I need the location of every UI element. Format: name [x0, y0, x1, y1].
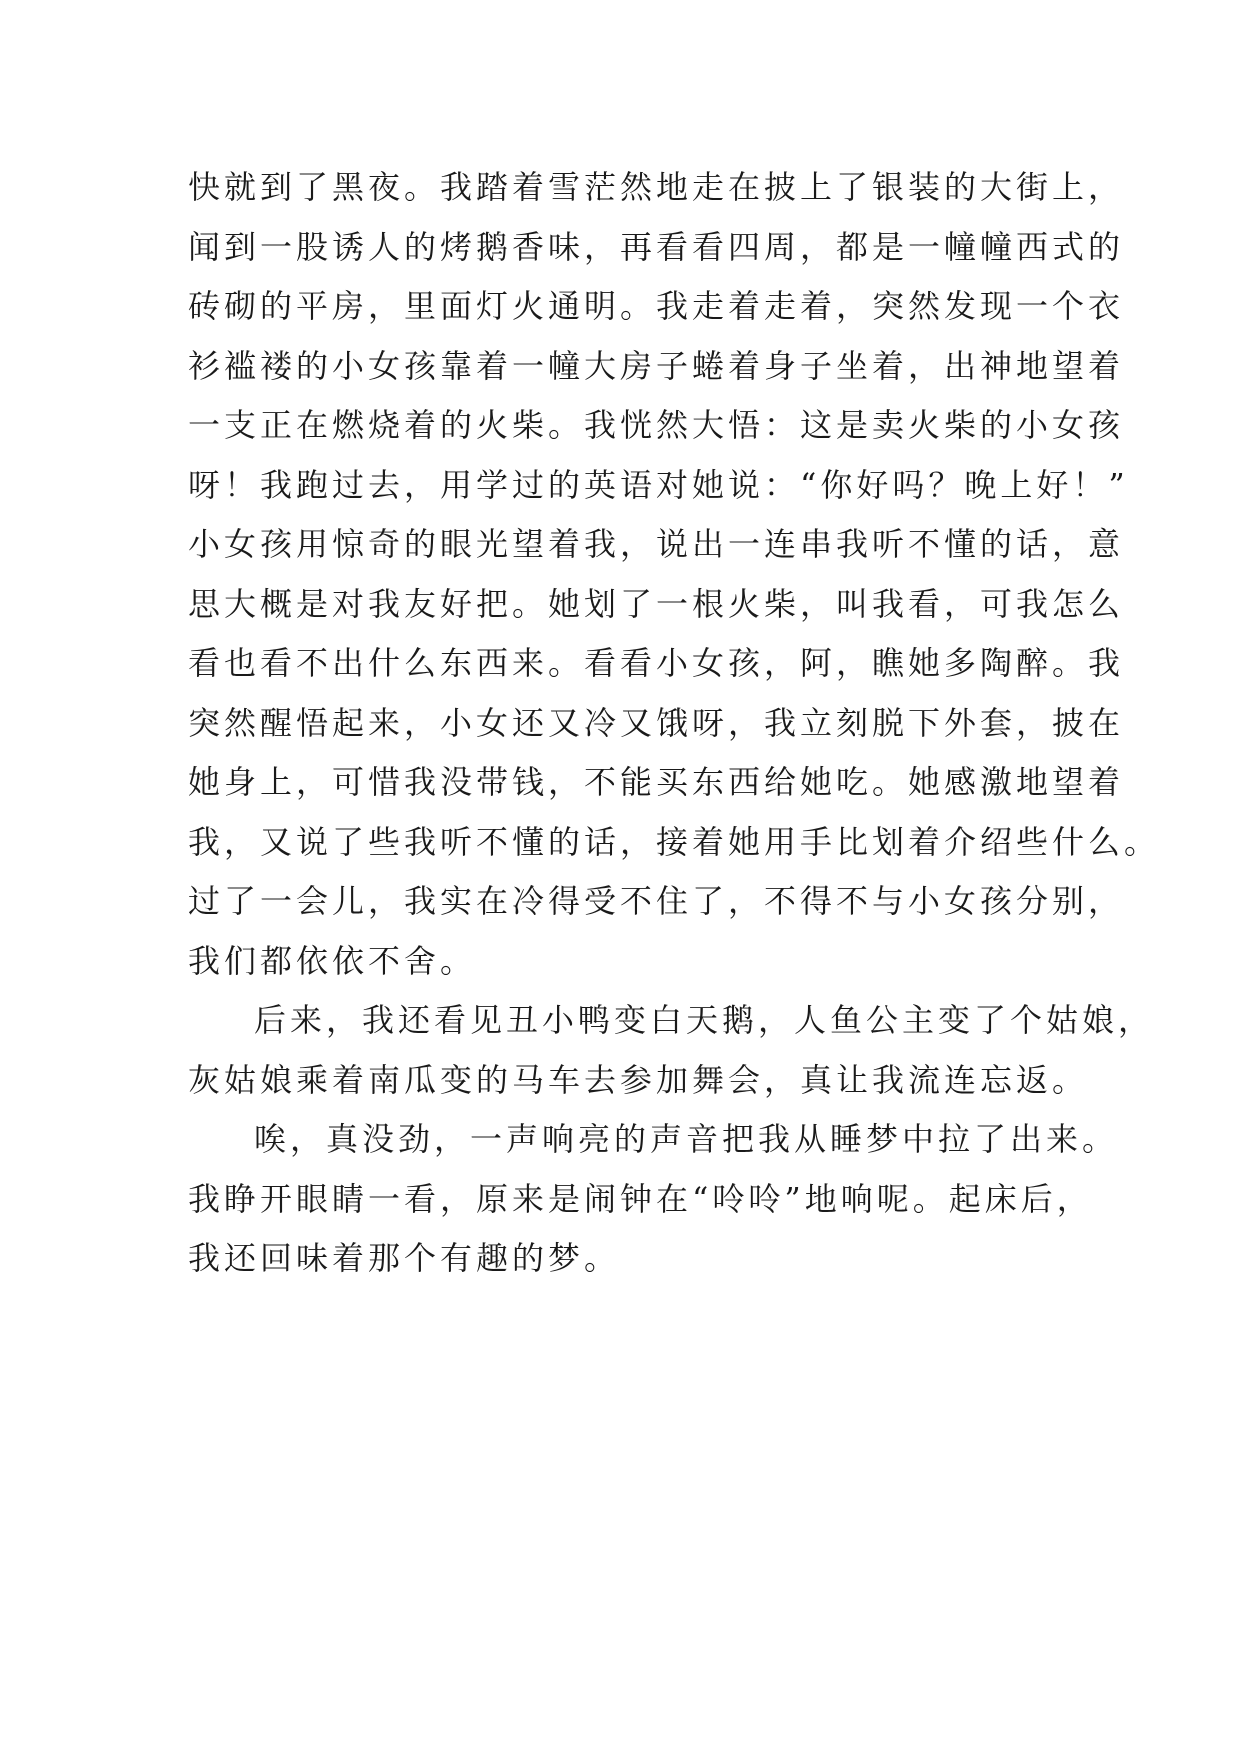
text-line: 我睁开眼睛一看，原来是闹钟在“呤呤”地响呢。起床后， [188, 1179, 1093, 1218]
text-line: 我，又说了些我听不懂的话，接着她用手比划着介绍些什么。 [188, 822, 1161, 861]
text-line: 一支正在燃烧着的火柴。我恍然大悟：这是卖火柴的小女孩 [188, 406, 1125, 444]
text-line: 衫褴褛的小女孩靠着一幢大房子蜷着身子坐着，出神地望着 [188, 346, 1125, 385]
essay-text [188, 158, 1161, 1289]
text-line: 看也看不出什么东西来。看看小女孩，阿，瞧她多陶醉。我 [188, 644, 1125, 682]
text-line: 过了一会儿，我实在冷得受不住了，不得不与小女孩分别， [188, 882, 1125, 920]
text-line: 闻到一股诱人的烤鹅香味，再看看四周，都是一幢幢西式的 [188, 227, 1125, 266]
text-line: 快就到了黑夜。我踏着雪茫然地走在披上了银装的大街上， [188, 168, 1125, 206]
text-line: 呀！我跑过去，用学过的英语对她说：“你好吗？晚上好！” [188, 465, 1129, 504]
text-line: 小女孩用惊奇的眼光望着我，说出一连串我听不懂的话，意 [188, 525, 1125, 563]
paragraph-start-line: 后来，我还看见丑小鸭变白天鹅，人鱼公主变了个姑娘， [254, 1001, 1155, 1039]
text-line: 我还回味着那个有趣的梦。 [188, 1239, 621, 1277]
text-line: 砖砌的平房，里面灯火通明。我走着走着，突然发现一个衣 [188, 287, 1125, 325]
text-line: 她身上，可惜我没带钱，不能买东西给她吃。她感激地望着 [188, 763, 1125, 801]
paragraph-start-line: 唉，真没劲，一声响亮的声音把我从睡梦中拉了出来。 [254, 1120, 1119, 1158]
text-line: 我们都依依不舍。 [188, 941, 477, 980]
text-line: 突然醒悟起来，小女还又冷又饿呀，我立刻脱下外套，披在 [188, 703, 1125, 742]
text-line: 思大概是对我友好把。她划了一根火柴，叫我看，可我怎么 [188, 584, 1125, 623]
text-line: 灰姑娘乘着南瓜变的马车去参加舞会，真让我流连忘返。 [188, 1060, 1089, 1099]
